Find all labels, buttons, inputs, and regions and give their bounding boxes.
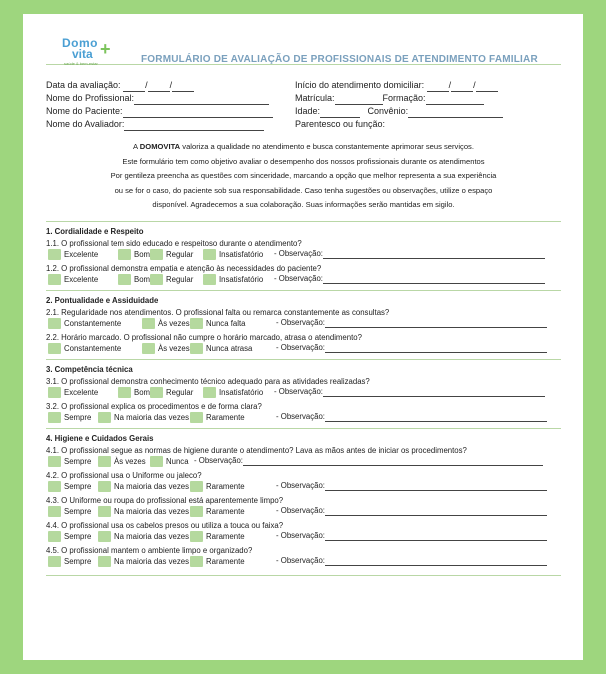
option-raramente[interactable] <box>190 556 245 567</box>
inicio-label: Início do atendimento domiciliar: <box>295 80 425 90</box>
checkbox[interactable] <box>48 318 61 329</box>
checkbox[interactable] <box>48 456 61 467</box>
checkbox[interactable] <box>48 343 61 354</box>
observation-field[interactable] <box>325 481 547 491</box>
option-na-maioria-das-vezes[interactable] <box>98 481 189 492</box>
formacao-label: Formação: <box>382 93 426 103</box>
observation-label: - Observação: <box>276 318 325 327</box>
option-label: Raramente <box>206 531 245 541</box>
checkbox[interactable] <box>118 387 131 398</box>
question-text: 2.2. Horário marcado. O profissional não cumpre o horário marcado, atrasa o atendimento? <box>46 332 362 342</box>
checkbox[interactable] <box>118 274 131 285</box>
option-label: Sempre <box>64 412 92 422</box>
question-text: 4.2. O profissional usa o Uniforme ou jaleco? <box>46 470 202 480</box>
option-sempre[interactable] <box>48 481 91 492</box>
option-label: Sempre <box>64 531 92 541</box>
option-constantemente[interactable] <box>48 318 121 329</box>
section-1 <box>46 221 561 287</box>
checkbox[interactable] <box>203 387 216 398</box>
checkbox[interactable] <box>48 249 61 260</box>
answer-options <box>46 343 561 356</box>
observation-field[interactable] <box>325 343 547 353</box>
checkbox[interactable] <box>150 387 163 398</box>
option-label: Raramente <box>206 481 245 491</box>
section-4 <box>46 428 561 569</box>
checkbox[interactable] <box>190 506 203 517</box>
checkbox[interactable] <box>190 412 203 423</box>
observation-label: - Observação: <box>274 249 323 258</box>
checkbox[interactable] <box>150 274 163 285</box>
checkbox[interactable] <box>98 412 111 423</box>
option-insatisfatório[interactable] <box>203 274 263 285</box>
idade-label: Idade: <box>295 106 321 116</box>
observation-label: - Observação: <box>276 412 325 421</box>
question-text: 1.2. O profissional demonstra empatia e atenção às necessidades do paciente? <box>46 263 322 273</box>
observation <box>276 531 547 541</box>
observation-field[interactable] <box>325 531 547 541</box>
option-na-maioria-das-vezes[interactable] <box>98 531 189 542</box>
option-raramente[interactable] <box>190 506 245 517</box>
observation <box>194 456 543 466</box>
checkbox[interactable] <box>48 556 61 567</box>
checkbox[interactable] <box>48 274 61 285</box>
option-label: Bom <box>134 274 151 284</box>
checkbox[interactable] <box>48 506 61 517</box>
option-raramente[interactable] <box>190 481 245 492</box>
form-page <box>23 14 583 660</box>
observation-field[interactable] <box>325 506 547 516</box>
observation-field[interactable] <box>325 318 547 328</box>
observation-field[interactable] <box>323 387 545 397</box>
nome-paciente-label: Nome do Paciente: <box>46 106 123 116</box>
option-label: Excelente <box>64 249 99 259</box>
option-label: Bom <box>134 249 151 259</box>
option-label: Na maioria das vezes <box>114 506 189 516</box>
checkbox[interactable] <box>48 412 61 423</box>
form-title: FORMULÁRIO DE AVALIAÇÃO DE PROFISSIONAIS DE ATENDIMENTO FAMILIAR <box>141 54 538 65</box>
checkbox[interactable] <box>190 481 203 492</box>
option-label: Regular <box>166 249 194 259</box>
option-nunca-falta[interactable] <box>190 318 245 329</box>
nome-avaliador-field[interactable] <box>124 121 264 131</box>
option-sempre[interactable] <box>48 531 91 542</box>
observation <box>276 318 547 328</box>
footer-divider <box>46 575 561 576</box>
observation-field[interactable] <box>243 456 543 466</box>
option-constantemente[interactable] <box>48 343 121 354</box>
brand-name: DOMOVITA <box>139 142 181 151</box>
option-bom[interactable] <box>118 274 150 285</box>
checkbox[interactable] <box>48 481 61 492</box>
plus-icon: + <box>100 39 111 59</box>
option-label: Nunca falta <box>206 318 246 328</box>
observation-label: - Observação: <box>274 274 323 283</box>
option-label: Nunca atrasa <box>206 343 253 353</box>
option-regular[interactable] <box>150 387 193 398</box>
section-3 <box>46 359 561 425</box>
option-label: Sempre <box>64 456 92 466</box>
option-label: Raramente <box>206 412 245 422</box>
option-bom[interactable] <box>118 249 150 260</box>
option-nunca[interactable] <box>150 456 189 467</box>
option-label: Excelente <box>64 387 99 397</box>
observation-label: - Observação: <box>276 556 325 565</box>
answer-options <box>46 481 561 494</box>
checkbox[interactable] <box>98 506 111 517</box>
answer-options <box>46 456 561 469</box>
observation-label: - Observação: <box>276 481 325 490</box>
checkbox[interactable] <box>190 318 203 329</box>
option-sempre[interactable] <box>48 506 91 517</box>
checkbox[interactable] <box>98 556 111 567</box>
option-sempre[interactable] <box>48 556 91 567</box>
checkbox[interactable] <box>48 531 61 542</box>
answer-options <box>46 249 561 262</box>
observation-field[interactable] <box>325 556 547 566</box>
observation-label: - Observação: <box>276 343 325 352</box>
nome-profissional-label: Nome do Profissional: <box>46 93 135 103</box>
option-label: Constantemente <box>64 343 122 353</box>
option-label: Bom <box>134 387 151 397</box>
section-2 <box>46 290 561 356</box>
observation-label: - Observação: <box>194 456 243 465</box>
observation-field[interactable] <box>325 412 547 422</box>
option-label: Insatisfatório <box>219 387 264 397</box>
question-text: 1.1. O profissional tem sido educado e respeitoso durante o atendimento? <box>46 238 302 248</box>
question-text: 4.4. O profissional usa os cabelos presos ou utiliza a touca ou faixa? <box>46 520 284 530</box>
answer-options <box>46 556 561 569</box>
parentesco-label: Parentesco ou função: <box>295 119 386 129</box>
section-title: 3. Competência técnica <box>46 364 133 374</box>
option-label: Às vezes <box>158 343 190 353</box>
data-avaliacao-label: Data da avaliação: <box>46 80 121 90</box>
observation-field[interactable] <box>323 249 545 259</box>
answer-options <box>46 318 561 331</box>
matricula-label: Matrícula: <box>295 93 335 103</box>
option-label: Insatisfatório <box>219 249 264 259</box>
checkbox[interactable] <box>150 456 163 467</box>
domovita-logo: Domo vita + saúde & bem-estar <box>62 36 111 66</box>
option-label: Às vezes <box>114 456 146 466</box>
option-regular[interactable] <box>150 274 193 285</box>
observation <box>276 556 547 566</box>
option-label: Regular <box>166 387 194 397</box>
section-title: 4. Higiene e Cuidados Gerais <box>46 433 154 443</box>
option-raramente[interactable] <box>190 412 245 423</box>
option-na-maioria-das-vezes[interactable] <box>98 506 189 517</box>
option-regular[interactable] <box>150 249 193 260</box>
option-label: Excelente <box>64 274 99 284</box>
checkbox[interactable] <box>118 249 131 260</box>
option-label: Sempre <box>64 481 92 491</box>
checkbox[interactable] <box>190 343 203 354</box>
observation <box>276 481 547 491</box>
checkbox[interactable] <box>142 343 155 354</box>
option-nunca-atrasa[interactable] <box>190 343 252 354</box>
checkbox[interactable] <box>98 531 111 542</box>
intro-text: A DOMOVITA valoriza a qualidade no atendimento e busca constantemente aprimorar seus serviços. Este formulário tem como objetivo avaliar o desempenho dos nossos profissionais durante os atendimentos Por gentileza preencha as questões com sinceridade, marcando a opção que melhor representa a sua experiência ou se for o caso, do paciente sob sua responsabilidade. Caso tenha sugestões ou observações, utilize o espaço disponível. Agradecemos a sua colaboração. Suas informações serão mantidas em sigilo. <box>110 142 497 209</box>
option-sempre[interactable] <box>48 412 91 423</box>
option-às-vezes[interactable] <box>142 318 190 329</box>
option-na-maioria-das-vezes[interactable] <box>98 412 189 423</box>
option-label: Na maioria das vezes <box>114 556 189 566</box>
checkbox[interactable] <box>190 531 203 542</box>
option-sempre[interactable] <box>48 456 91 467</box>
option-label: Na maioria das vezes <box>114 531 189 541</box>
question-text: 2.1. Regularidade nos atendimentos. O profissional falta ou remarca constantemente as consultas? <box>46 307 390 317</box>
option-label: Regular <box>166 274 194 284</box>
checkbox[interactable] <box>98 456 111 467</box>
answer-options <box>46 274 561 287</box>
checkbox[interactable] <box>48 387 61 398</box>
checkbox[interactable] <box>190 556 203 567</box>
checkbox[interactable] <box>142 318 155 329</box>
observation <box>276 412 547 422</box>
option-label: Insatisfatório <box>219 274 264 284</box>
option-na-maioria-das-vezes[interactable] <box>98 556 189 567</box>
observation <box>274 387 545 397</box>
checkbox[interactable] <box>150 249 163 260</box>
option-bom[interactable] <box>118 387 150 398</box>
option-excelente[interactable] <box>48 387 98 398</box>
answer-options <box>46 412 561 425</box>
checkbox[interactable] <box>203 274 216 285</box>
observation <box>274 249 545 259</box>
option-label: Raramente <box>206 506 245 516</box>
option-label: Sempre <box>64 556 92 566</box>
header-fields: Data da avaliação: / / Início do atendimento domiciliar: / / Nome do Profissional: Matrícula: Formação: Nome do Paciente: Idade: Convênio: Nome do Avaliador: Parentesco ou função: <box>46 78 561 130</box>
question-text: 3.2. O profissional explica os procedimentos e de forma clara? <box>46 401 262 411</box>
observation <box>276 506 547 516</box>
option-label: Raramente <box>206 556 245 566</box>
observation-label: - Observação: <box>276 506 325 515</box>
form-sections <box>46 221 561 569</box>
observation-label: - Observação: <box>276 531 325 540</box>
option-excelente[interactable] <box>48 274 98 285</box>
question-text: 4.3. O Uniforme ou roupa do profissional está aparentemente limpo? <box>46 495 284 505</box>
observation <box>274 274 545 284</box>
option-label: Na maioria das vezes <box>114 481 189 491</box>
checkbox[interactable] <box>203 249 216 260</box>
option-label: Às vezes <box>158 318 190 328</box>
option-excelente[interactable] <box>48 249 98 260</box>
convenio-label: Convênio: <box>367 106 409 116</box>
option-label: Constantemente <box>64 318 122 328</box>
option-raramente[interactable] <box>190 531 245 542</box>
question-text: 4.1. O profissional segue as normas de higiene durante o atendimento? Lava as mãos antes de iniciar os procedimentos? <box>46 445 467 455</box>
option-label: Sempre <box>64 506 92 516</box>
answer-options <box>46 531 561 544</box>
observation-field[interactable] <box>323 274 545 284</box>
question-text: 3.1. O profissional demonstra conhecimento técnico adequado para as atividades realizadas? <box>46 376 370 386</box>
section-title: 2. Pontualidade e Assiduidade <box>46 295 159 305</box>
option-insatisfatório[interactable] <box>203 249 263 260</box>
observation <box>276 343 547 353</box>
checkbox[interactable] <box>98 481 111 492</box>
option-às-vezes[interactable] <box>98 456 146 467</box>
nome-avaliador-label: Nome do Avaliador: <box>46 119 125 129</box>
answer-options <box>46 506 561 519</box>
question-text: 4.5. O profissional mantem o ambiente limpo e organizado? <box>46 545 253 555</box>
option-label: Na maioria das vezes <box>114 412 189 422</box>
answer-options <box>46 387 561 400</box>
observation-label: - Observação: <box>274 387 323 396</box>
section-title: 1. Cordialidade e Respeito <box>46 226 144 236</box>
option-label: Nunca <box>166 456 189 466</box>
option-insatisfatório[interactable] <box>203 387 263 398</box>
option-às-vezes[interactable] <box>142 343 190 354</box>
